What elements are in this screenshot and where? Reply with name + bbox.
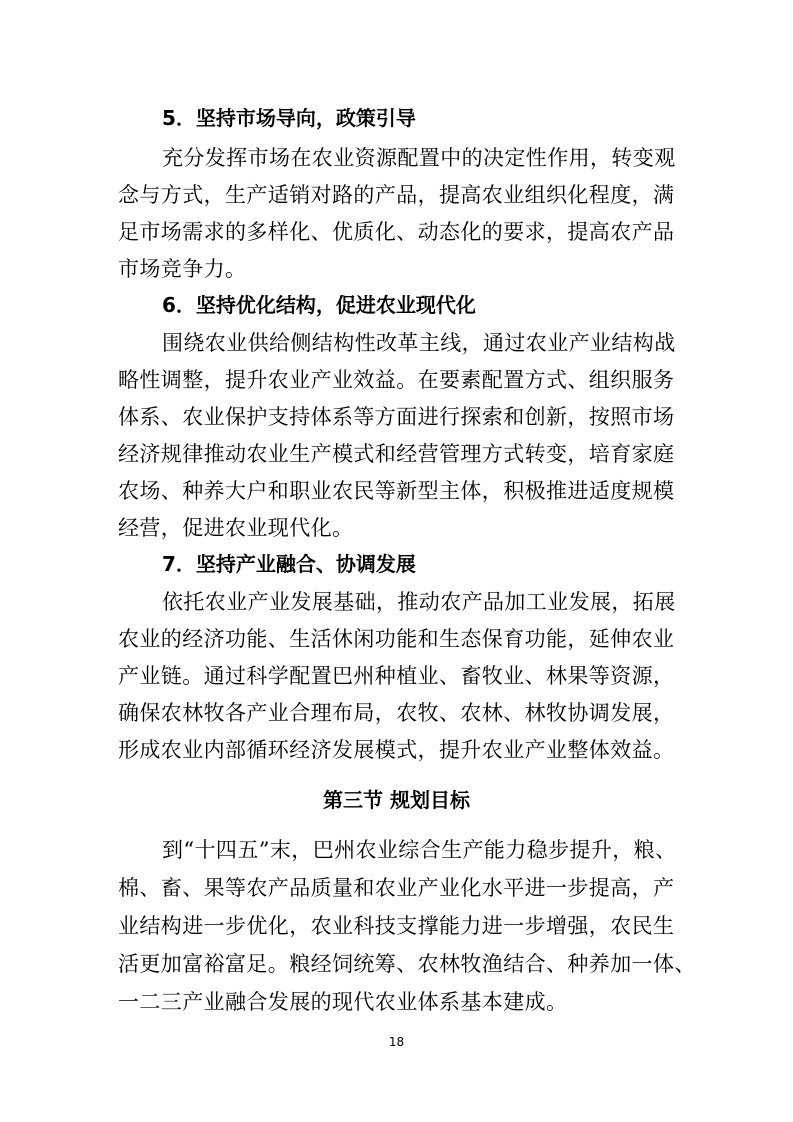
paragraph-line: 依托农业产业发展基础，推动农产品加工业发展，拓展 <box>162 590 676 614</box>
paragraph-line: 略性调整，提升农业产业效益。在要素配置方式、组织服务 <box>118 368 675 392</box>
heading-section-6: 6．坚持优化结构，促进农业现代化 <box>162 293 476 317</box>
paragraph-line: 围绕农业供给侧结构性改革主线，通过农业产业结构战 <box>162 331 676 355</box>
paragraph-line: 到“十四五”末，巴州农业综合生产能力稳步提升，粮、 <box>162 838 677 862</box>
paragraph-line: 市场竞争力。 <box>118 257 247 281</box>
heading-section-7: 7．坚持产业融合、协调发展 <box>162 552 416 576</box>
paragraph-line: 一二三产业融合发展的现代农业体系基本建成。 <box>118 990 568 1014</box>
paragraph-line: 活更加富裕富足。粮经饲统筹、农林牧渔结合、种养加一体、 <box>118 952 696 976</box>
section-title: 第三节 规划目标 <box>323 788 470 812</box>
paragraph-line: 充分发挥市场在农业资源配置中的决定性作用，转变观 <box>162 146 676 170</box>
paragraph-line: 农业的经济功能、生活休闲功能和生态保育功能，延伸农业 <box>118 627 675 651</box>
paragraph-line: 经营，促进农业现代化。 <box>118 516 354 540</box>
paragraph-line: 产业链。通过科学配置巴州种植业、畜牧业、林果等资源， <box>118 664 675 688</box>
paragraph-line: 形成农业内部循环经济发展模式，提升农业产业整体效益。 <box>118 738 675 762</box>
paragraph-line: 农场、种养大户和职业农民等新型主体，积极推进适度规模 <box>118 479 675 503</box>
page-number: 18 <box>388 1035 405 1049</box>
paragraph-line: 业结构进一步优化，农业科技支撑能力进一步增强，农民生 <box>118 914 675 938</box>
paragraph-line: 确保农林牧各产业合理布局，农牧、农林、林牧协调发展， <box>118 701 675 725</box>
paragraph-line: 体系、农业保护支持体系等方面进行探索和创新，按照市场 <box>118 405 675 429</box>
heading-section-5: 5．坚持市场导向，政策引导 <box>162 106 416 130</box>
paragraph-line: 经济规律推动农业生产模式和经营管理方式转变，培育家庭 <box>118 442 675 466</box>
paragraph-line: 棉、畜、果等农产品质量和农业产业化水平进一步提高，产 <box>118 876 675 900</box>
paragraph-line: 足市场需求的多样化、优质化、动态化的要求，提高农产品 <box>118 220 675 244</box>
paragraph-line: 念与方式，生产适销对路的产品，提高农业组织化程度，满 <box>118 183 675 207</box>
